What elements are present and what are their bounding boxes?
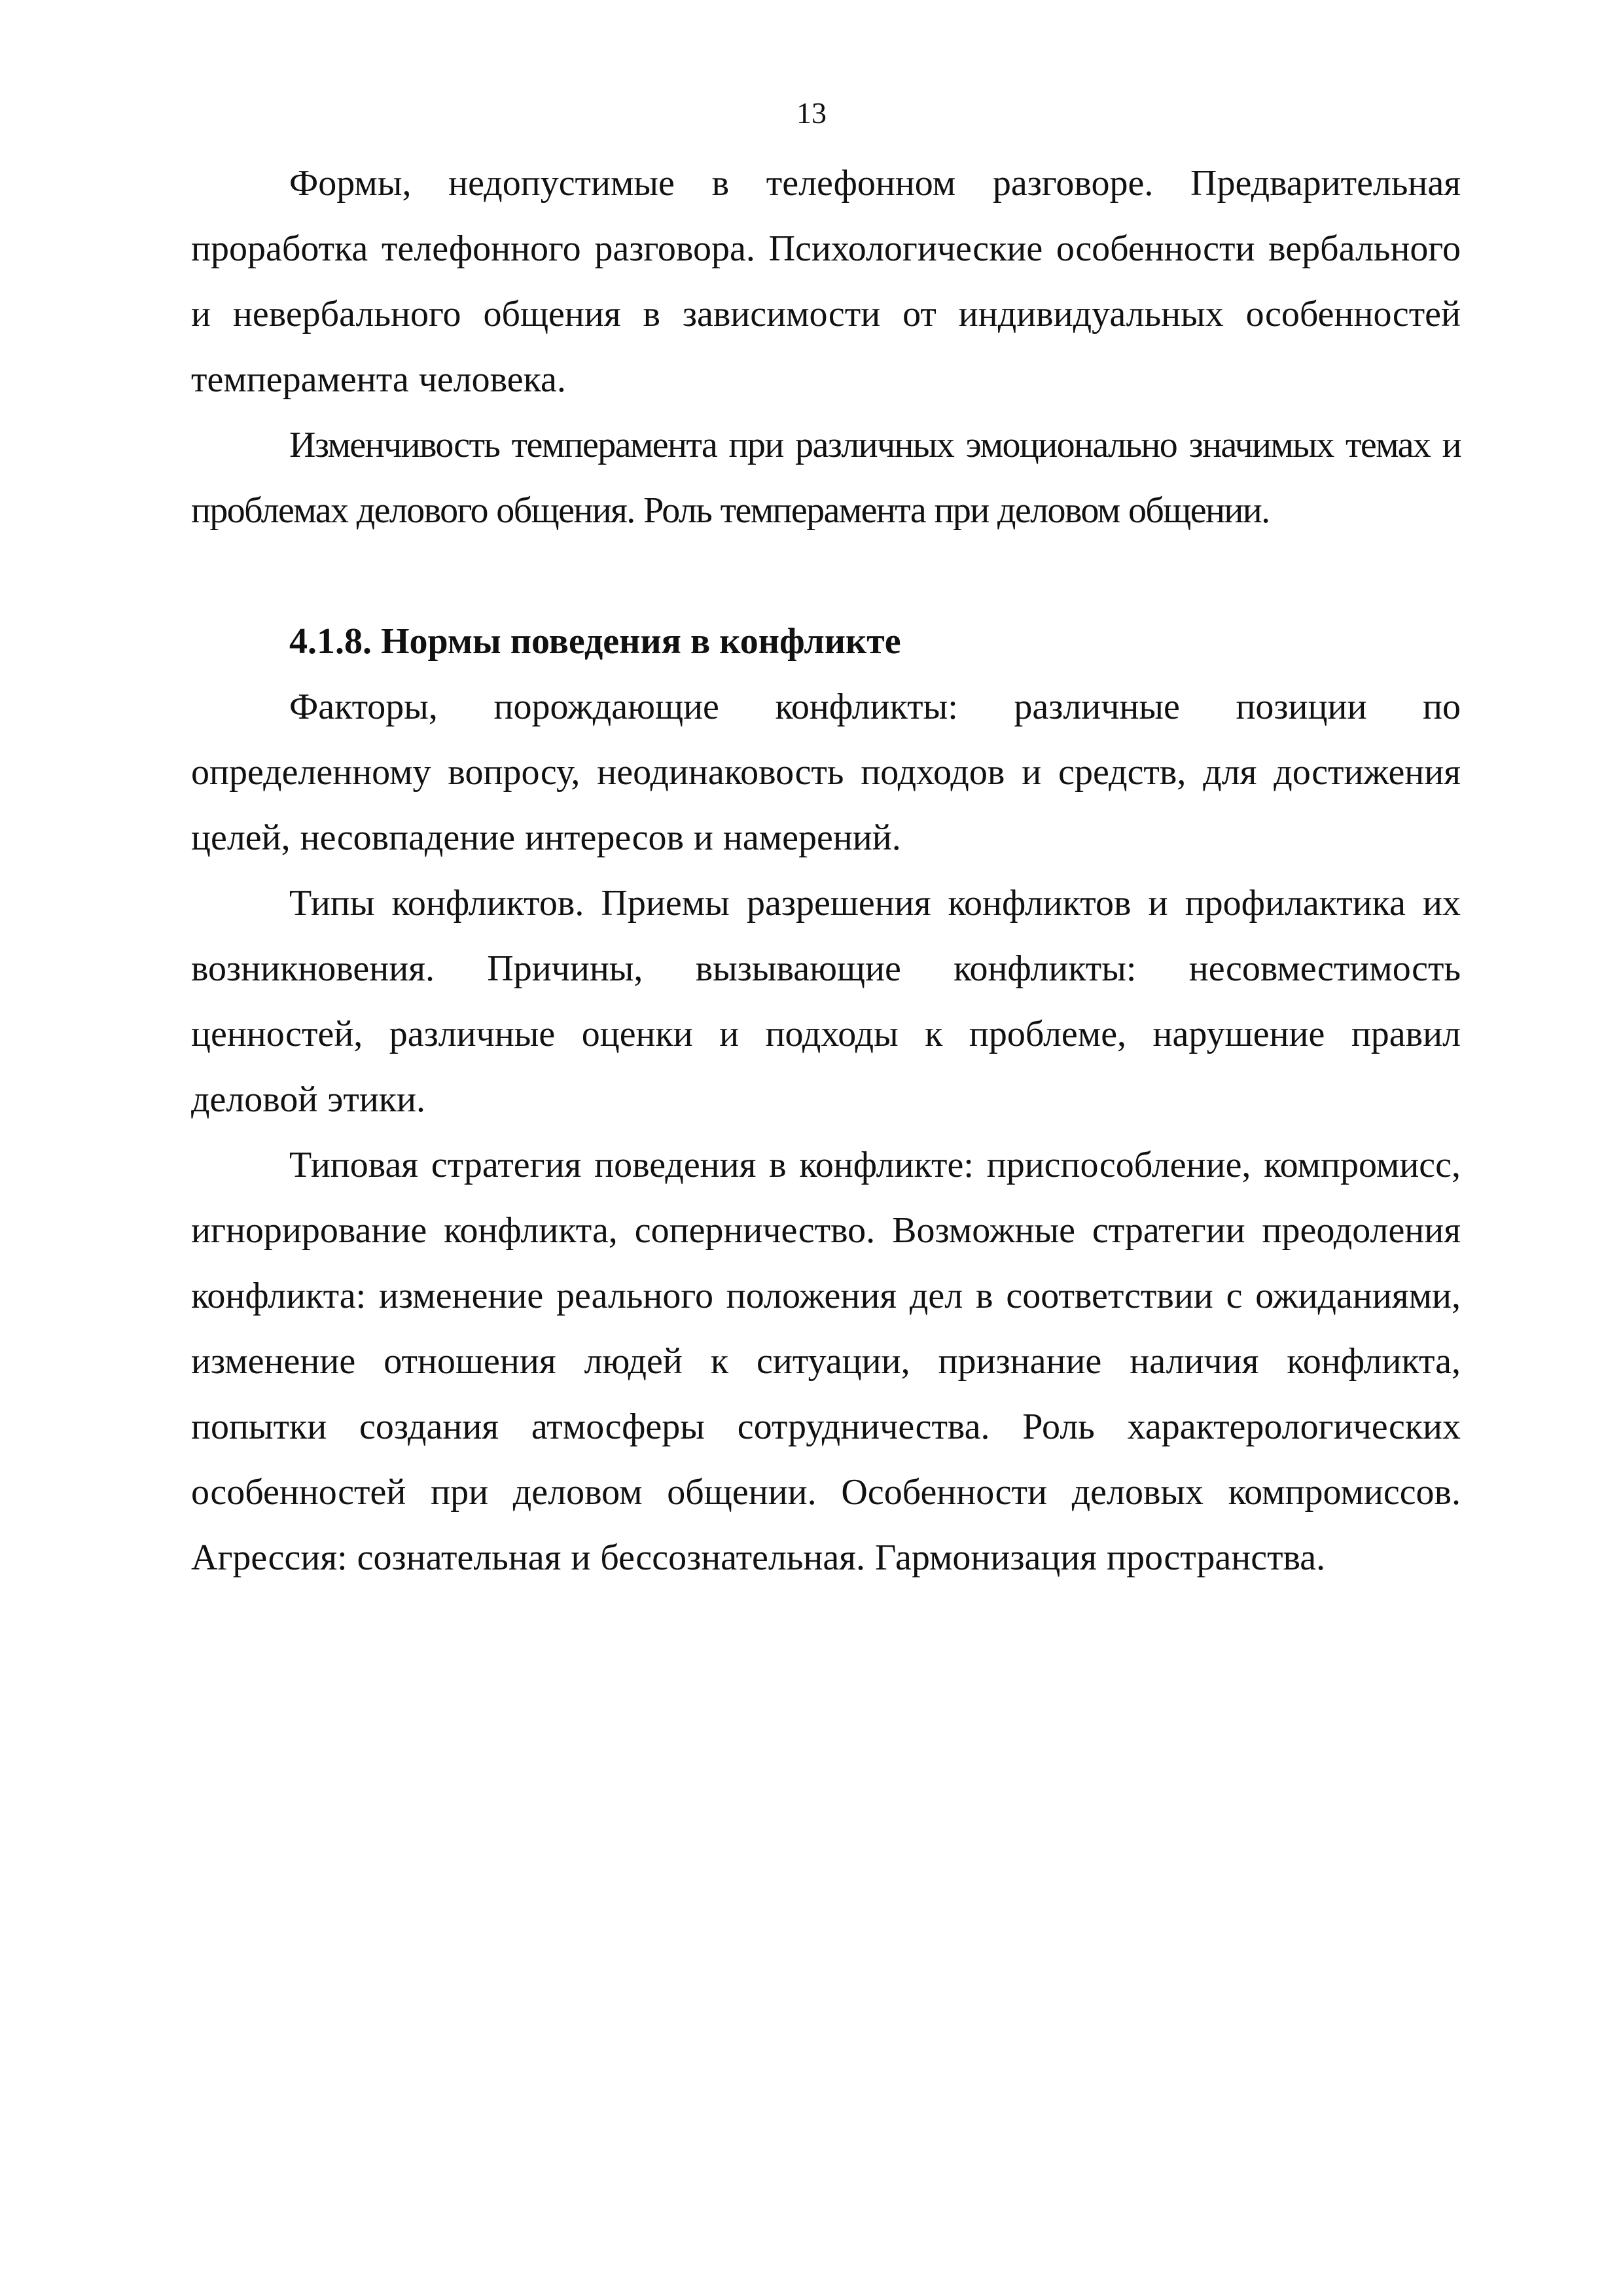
paragraph-telephone-forms: Формы, недопустимые в телефонном разговоре. Предварительная проработка телефонного разговора. Психологические особенности вербального и невербального общения в зависимости от индивидуальных особенностей темперамента человека.	[191, 163, 1461, 400]
paragraph-conflict-types: Типы конфликтов. Приемы разрешения конфликтов и профилактика их возникновения. Причины, вызывающие конфликты: несовместимость ценностей, различные оценки и подходы к проблеме, нарушение правил деловой этики.	[191, 883, 1461, 1120]
page-number: 13	[796, 96, 827, 130]
document-body	[191, 151, 1461, 1590]
section-spacer	[191, 543, 1461, 609]
section-heading: 4.1.8. Нормы поведения в конфликте	[289, 621, 901, 662]
paragraph-conflict-factors: Факторы, порождающие конфликты: различные позиции по определенному вопросу, неодинаковость подходов и средств, для достижения целей, несовпадение интересов и намерений.	[191, 687, 1461, 858]
paragraph-conflict-strategy: Типовая стратегия поведения в конфликте: приспособление, компромисс, игнорирование конфликта, соперничество. Возможные стратегии преодоления конфликта: изменение реального положения дел в соответствии с ожиданиями, изменение отношения людей к ситуации, признание наличия конфликта, попытки создания атмосферы сотрудничества. Роль характерологических особенностей при деловом общении. Особенности деловых компромиссов. Агрессия: сознательная и бессознательная. Гармонизация пространства.	[191, 1145, 1461, 1578]
paragraph-temperament-variability: Изменчивость темперамента при различных эмоционально значимых темах и проблемах делового общения. Роль темперамента при деловом общении.	[191, 425, 1461, 531]
